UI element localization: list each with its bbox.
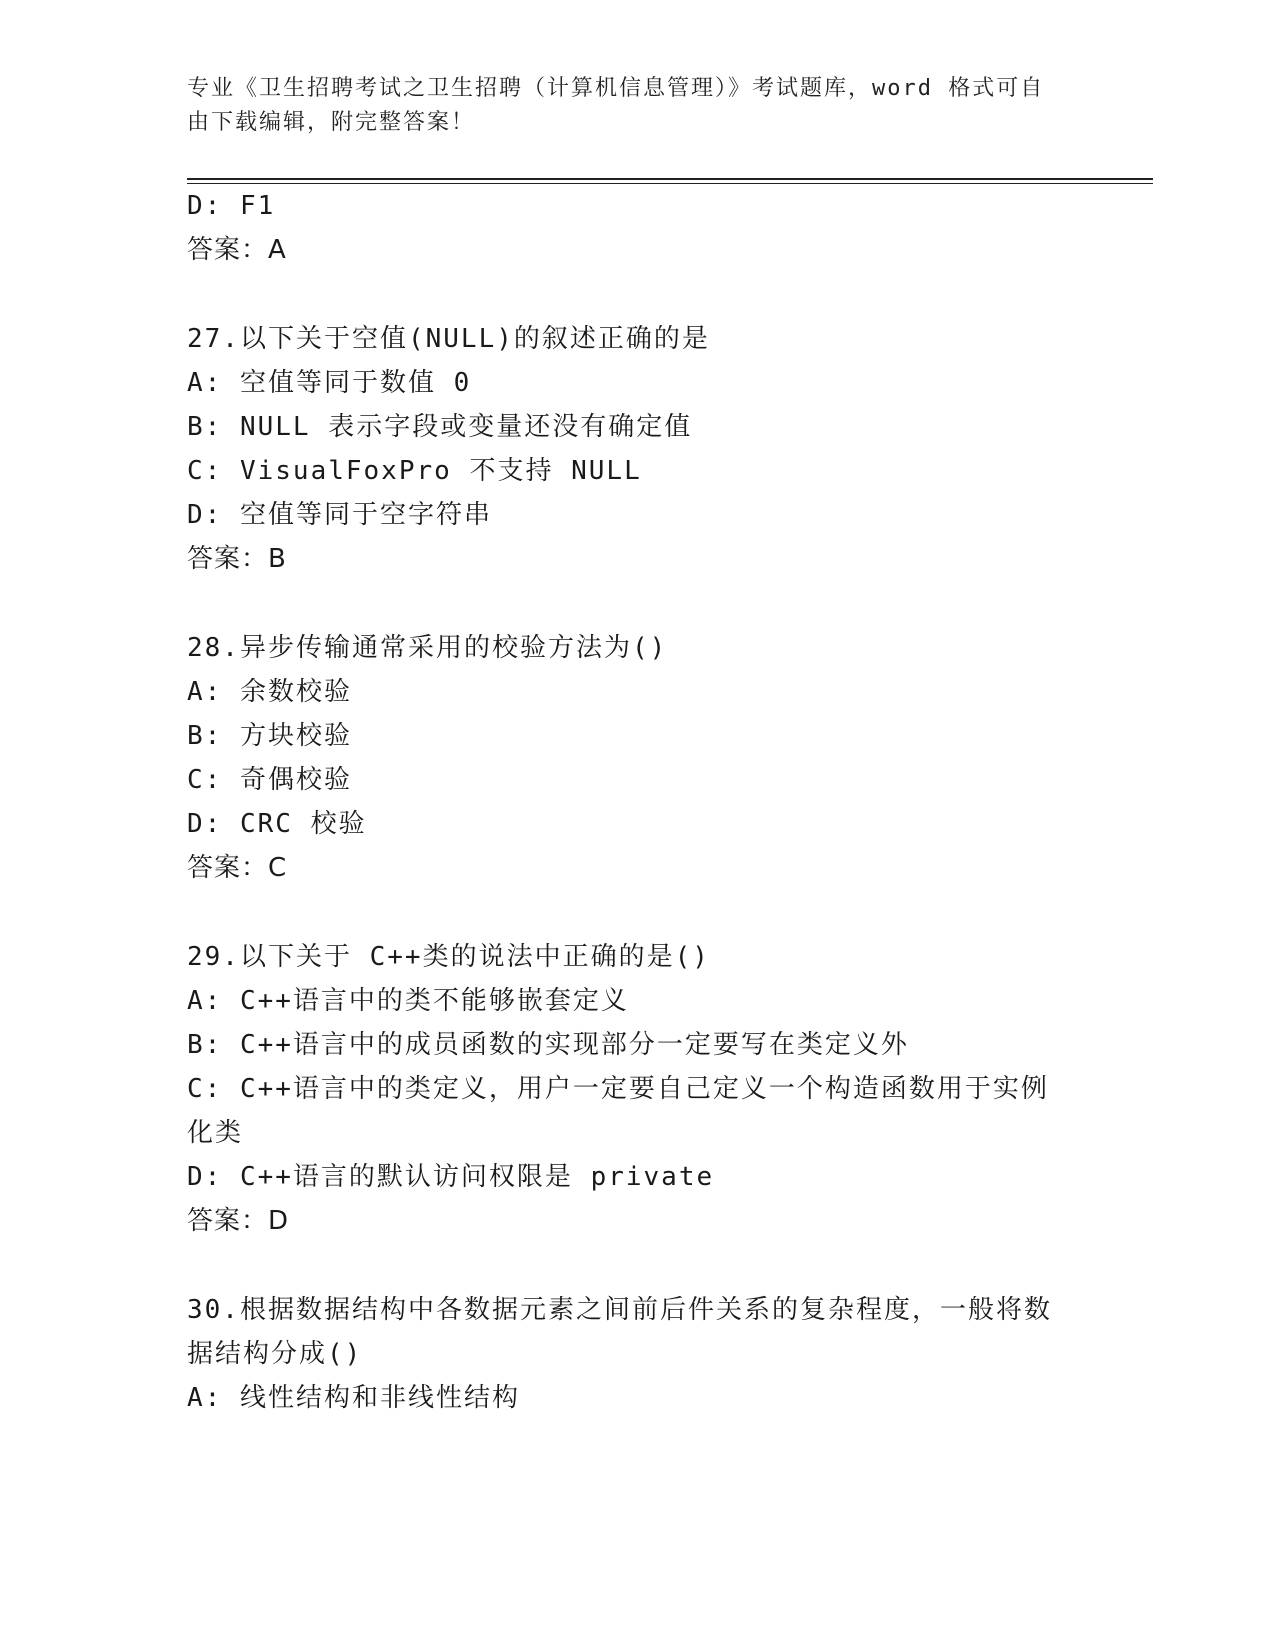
q28-answer: 答案：C — [187, 853, 288, 883]
q29-answer: 答案：D — [187, 1206, 290, 1236]
header-line-1: 专业《卫生招聘考试之卫生招聘（计算机信息管理）》考试题库，word 格式可自 — [187, 76, 1045, 101]
q29-option-c-line-1: C: C++语言中的类定义，用户一定要自己定义一个构造函数用于实例 — [187, 1074, 1049, 1104]
q26-option-d: D: F1 — [187, 191, 276, 221]
q30-stem-line-2: 据结构分成() — [187, 1339, 363, 1369]
q27-option-c: C: VisualFoxPro 不支持 NULL — [187, 456, 642, 486]
header-line-2: 由下载编辑，附完整答案！ — [187, 110, 476, 135]
q29-option-c-line-2: 化类 — [187, 1118, 244, 1148]
q28-option-a: A: 余数校验 — [187, 677, 352, 707]
header-divider-thick — [187, 178, 1153, 180]
q26-answer: 答案：A — [187, 235, 287, 265]
q28-option-b: B: 方块校验 — [187, 721, 352, 751]
q28-stem: 28.异步传输通常采用的校验方法为() — [187, 633, 668, 663]
q29-option-d: D: C++语言的默认访问权限是 private — [187, 1162, 715, 1192]
q29-stem: 29.以下关于 C++类的说法中正确的是() — [187, 942, 710, 972]
q27-option-b: B: NULL 表示字段或变量还没有确定值 — [187, 412, 693, 442]
q27-answer: 答案：B — [187, 544, 287, 574]
document-header — [187, 72, 1067, 140]
header-divider-thin — [187, 183, 1153, 184]
q28-option-c: C: 奇偶校验 — [187, 765, 352, 795]
q30-option-a: A: 线性结构和非线性结构 — [187, 1383, 520, 1413]
q29-option-a: A: C++语言中的类不能够嵌套定义 — [187, 986, 629, 1016]
q27-option-d: D: 空值等同于空字符串 — [187, 500, 492, 530]
q30-stem-line-1: 30.根据数据结构中各数据元素之间前后件关系的复杂程度，一般将数 — [187, 1295, 1052, 1325]
q27-stem: 27.以下关于空值(NULL)的叙述正确的是 — [187, 324, 710, 354]
q27-option-a: A: 空值等同于数值 0 — [187, 368, 472, 398]
q29-option-b: B: C++语言中的成员函数的实现部分一定要写在类定义外 — [187, 1030, 909, 1060]
q28-option-d: D: CRC 校验 — [187, 809, 367, 839]
